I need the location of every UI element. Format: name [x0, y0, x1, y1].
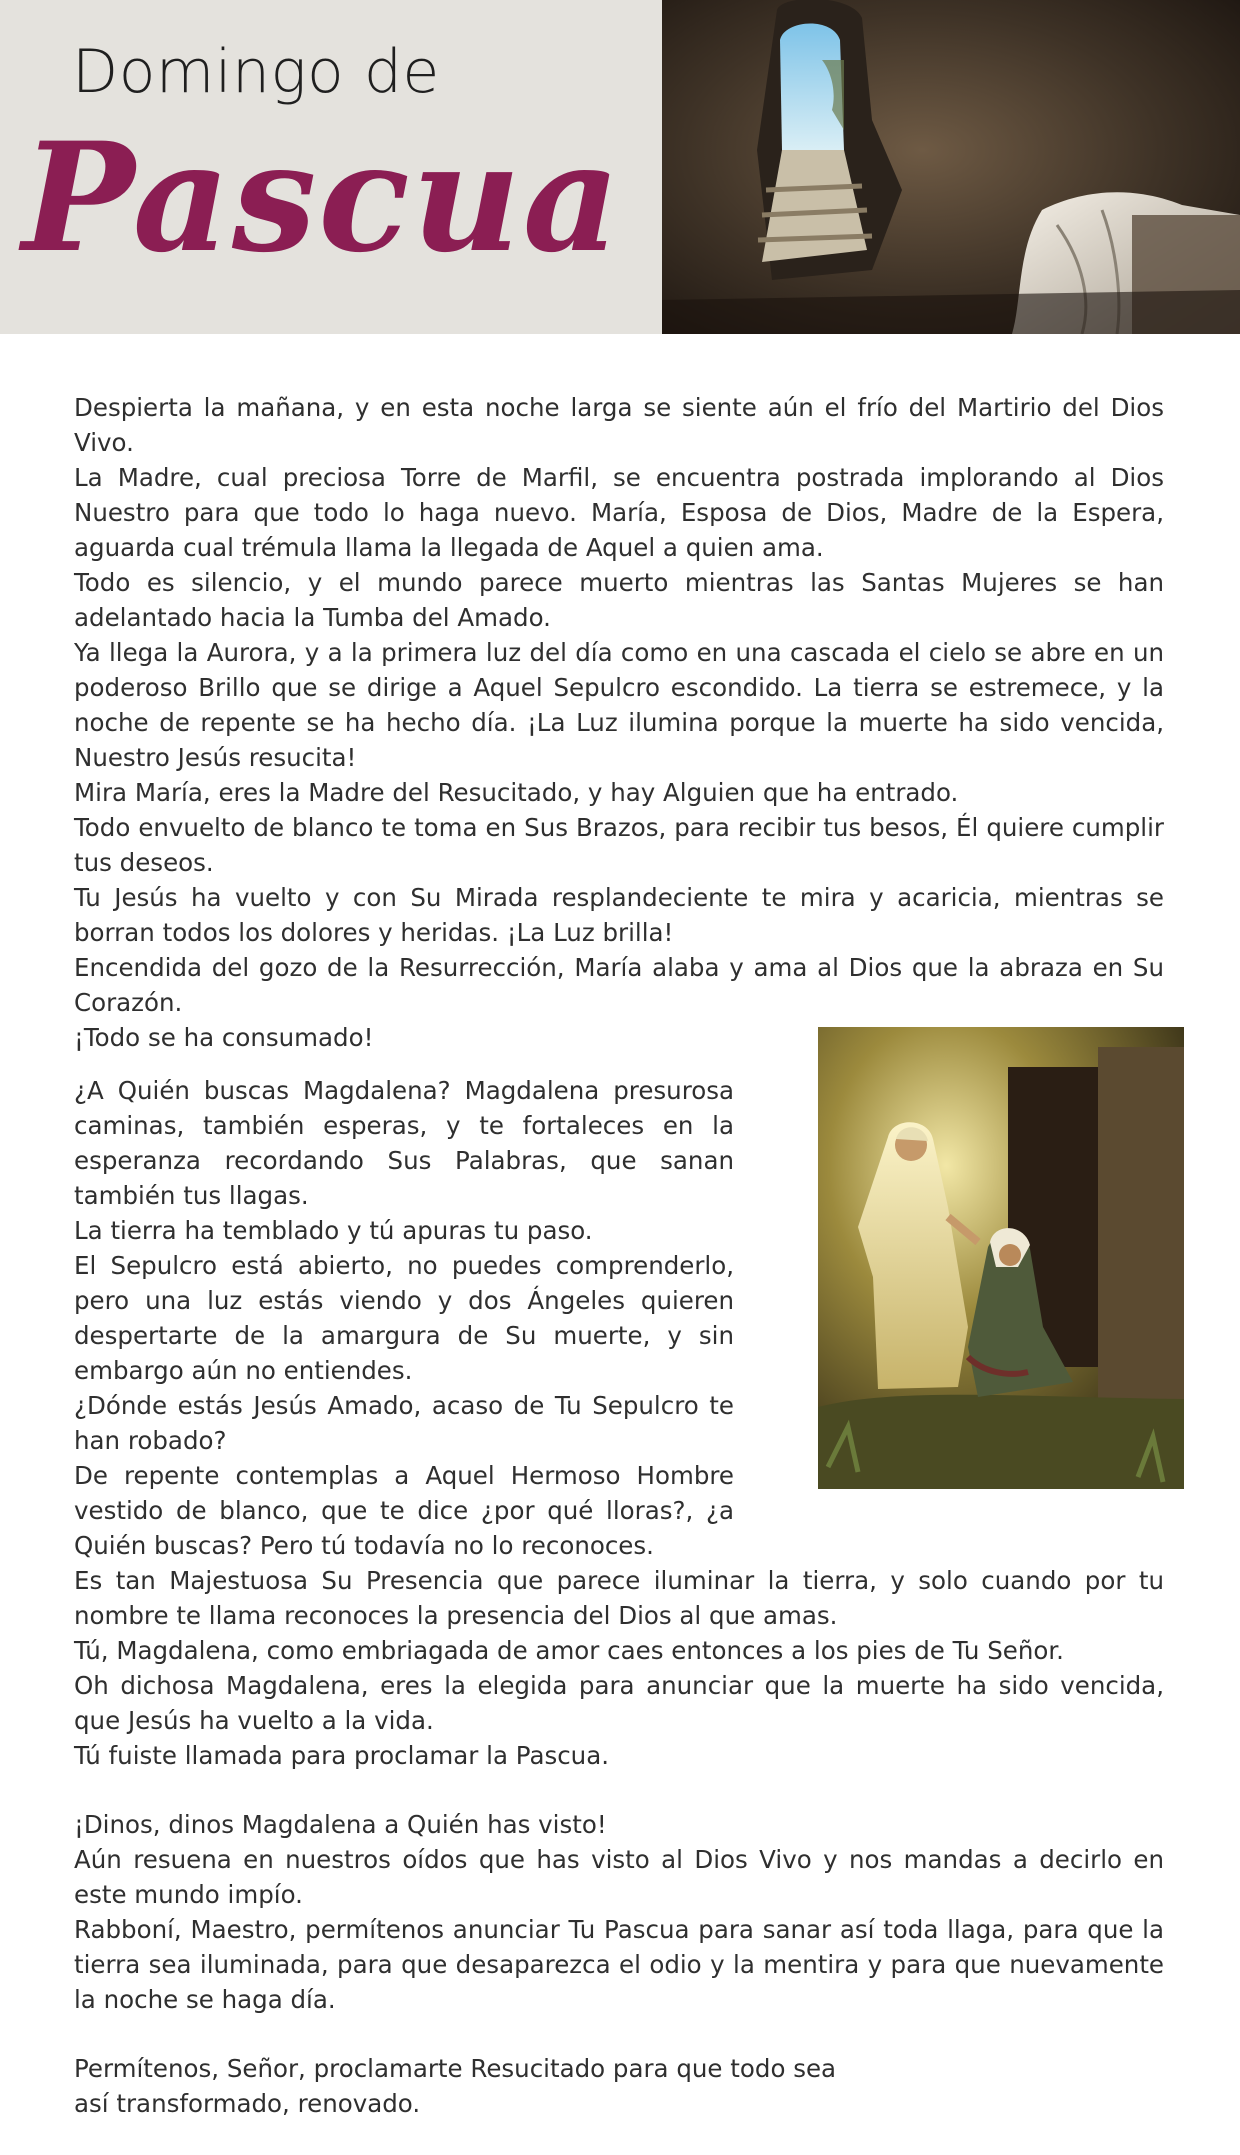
paragraph: Ya llega la Aurora, y a la primera luz del día como en una cascada el cielo se abre en un poderoso Brillo que se dirige a Aquel Sepulcro escondido. La tierra se estremece, y la noche de repente se ha hecho día. ¡La Luz ilumina porque la muerte ha sido vencida, Nuestro Jesús resucita! [74, 638, 1164, 772]
paragraph: La tierra ha temblado y tú apuras tu paso. [74, 1216, 593, 1245]
closing-line: así transformado, renovado. [74, 2089, 421, 2118]
paragraph: ¿Dónde estás Jesús Amado, acaso de Tu Sepulcro te han robado? [74, 1391, 734, 1455]
section-intro [74, 390, 1164, 1055]
paragraph: El Sepulcro está abierto, no puedes comprenderlo, pero una luz estás viendo y dos Ángeles quieren despertarte de la amargura de Su muerte, y sin embargo aún no entiendes. [74, 1251, 734, 1385]
paragraph: De repente contemplas a Aquel Hermoso Hombre vestido de blanco, que te dice ¿por qué lloras?, ¿a Quién buscas? Pero tú todavía no lo reconoces. [74, 1461, 734, 1560]
paragraph: Todo es silencio, y el mundo parece muerto mientras las Santas Mujeres se han adelantado hacia la Tumba del Amado. [74, 568, 1164, 632]
painting-graphic [818, 1027, 1184, 1489]
title-domingo-de: Domingo de [72, 37, 440, 107]
spacer [74, 1773, 1140, 1807]
paragraph: Tú, Magdalena, como embriagada de amor caes entonces a los pies de Tu Señor. [74, 1636, 1064, 1665]
closing-line: Permítenos, Señor, proclamarte Resucitado para que todo sea [74, 2054, 837, 2083]
section-dinos [74, 1807, 1164, 2017]
tomb-photo-graphic [662, 0, 1240, 334]
spacer [74, 2017, 1140, 2051]
jesus-and-magdalena-painting [818, 1027, 1184, 1489]
paragraph: Mira María, eres la Madre del Resucitado, y hay Alguien que ha entrado. [74, 778, 959, 807]
header-banner [0, 0, 1240, 334]
paragraph: Aún resuena en nuestros oídos que has visto al Dios Vivo y nos mandas a decirlo en este mundo impío. [74, 1845, 1164, 1909]
paragraph: Rabboní, Maestro, permítenos anunciar Tu Pascua para sanar así toda llaga, para que la tierra sea iluminada, para que desaparezca el odio y la mentira y para que nuevamente la noche se haga día. [74, 1915, 1164, 2014]
section-magdalena-cont [74, 1563, 1164, 1773]
section-closing [74, 2051, 1140, 2121]
paragraph: ¡Dinos, dinos Magdalena a Quién has visto! [74, 1810, 607, 1839]
paragraph: ¡Todo se ha consumado! [74, 1023, 374, 1052]
paragraph: Despierta la mañana, y en esta noche larga se siente aún el frío del Martirio del Dios Vivo. [74, 393, 1164, 457]
empty-tomb-photo [662, 0, 1240, 334]
paragraph: Es tan Majestuosa Su Presencia que parece iluminar la tierra, y solo cuando por tu nombre te llama reconoces la presencia del Dios al que amas. [74, 1566, 1164, 1630]
paragraph: Todo envuelto de blanco te toma en Sus Brazos, para recibir tus besos, Él quiere cumplir tus deseos. [74, 813, 1164, 877]
paragraph: Tu Jesús ha vuelto y con Su Mirada resplandeciente te mira y acaricia, mientras se borran todos los dolores y heridas. ¡La Luz brilla! [74, 883, 1164, 947]
title-pascua: Pascua [22, 110, 622, 286]
paragraph: Oh dichosa Magdalena, eres la elegida para anunciar que la muerte ha sido vencida, que Jesús ha vuelto a la vida. [74, 1671, 1164, 1735]
paragraph: Tú fuiste llamada para proclamar la Pascua. [74, 1741, 610, 1770]
paragraph: La Madre, cual preciosa Torre de Marfil, se encuentra postrada implorando al Dios Nuestro para que todo lo haga nuevo. María, Esposa de Dios, Madre de la Espera, aguarda cual trémula llama la llegada de Aquel a quien ama. [74, 463, 1164, 562]
paragraph: ¿A Quién buscas Magdalena? Magdalena presurosa caminas, también esperas, y te fortaleces en la esperanza recordando Sus Palabras, que sanan también tus llagas. [74, 1076, 734, 1210]
paragraph: Encendida del gozo de la Resurrección, María alaba y ama al Dios que la abraza en Su Corazón. [74, 953, 1164, 1017]
